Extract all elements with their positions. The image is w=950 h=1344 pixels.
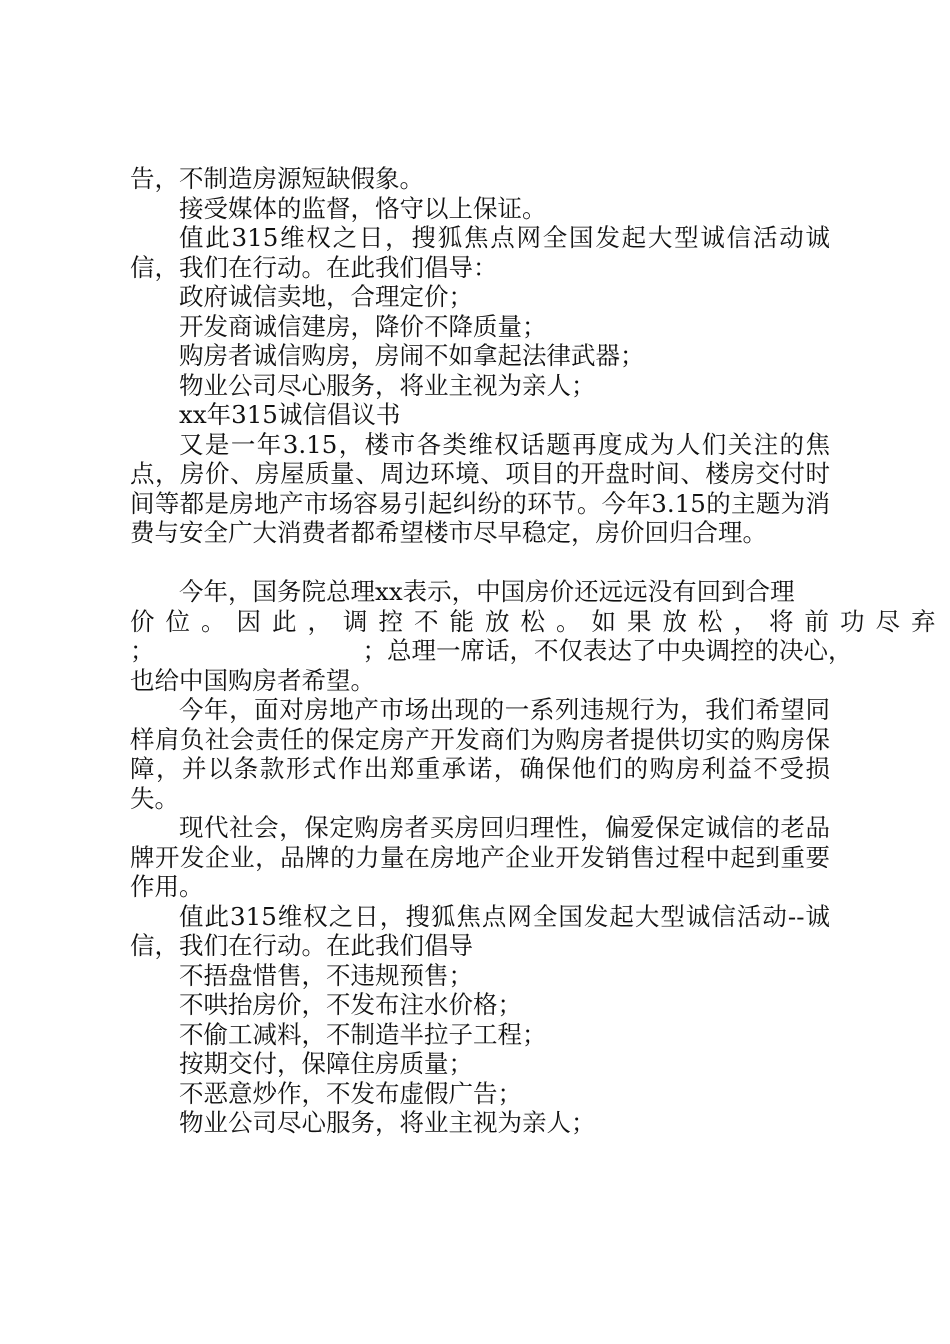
paragraph-15: 不偷工减料，不制造半拉子工程； (179, 1019, 547, 1049)
paragraph-9-semicolon: ； (130, 636, 155, 665)
paragraph-6: 购房者诚信购房，房闹不如拿起法律武器； (179, 341, 645, 370)
paragraph-18: 物业公司尽心服务，将业主视为亲人； (179, 1108, 596, 1137)
paragraph-5: 开发商诚信建房，降价不降质量； (179, 311, 547, 341)
paragraph-7: 物业公司尽心服务，将业主视为亲人； (179, 370, 596, 400)
paragraph-3: 值此315维权之日，搜狐焦点网全国发起大型诚信活动诚信，我们在行动。在此我们倡导： (130, 223, 830, 282)
paragraph-4: 政府诚信卖地，合理定价； (179, 282, 473, 311)
paragraph-gap (130, 548, 830, 578)
paragraph-14: 不哄抬房价，不发布注水价格； (179, 990, 522, 1019)
paragraph-9-line-1: 今年，国务院总理xx表示，中国房价还远远没有回到合理 (179, 577, 795, 606)
paragraph-8: 又是一年3.15，楼市各类维权话题再度成为人们关注的焦点，房价、房屋质量、周边环境、项目的开盘时间、楼房交付时间等都是房地产市场容易引起纠纷的环节。今年3.15的主题为消费与安全广大消费者都希望楼市尽早稳定，房价回归合理。 (130, 429, 830, 547)
paragraph-12: 值此315维权之日，搜狐焦点网全国发起大型诚信活动--诚信，我们在行动。在此我们倡导 (130, 901, 830, 960)
paragraph-1: 告，不制造房源短缺假象。 (130, 164, 424, 193)
paragraph-9-line-2: 价位。因此，调控不能放松。如果放松，将前功尽弃 (130, 606, 947, 636)
paragraph-2: 接受媒体的监督，恪守以上保证。 (179, 193, 547, 223)
paragraph-9-remark: ；总理一席话，不仅表达了中央调控的决心， (362, 636, 853, 665)
paragraph-13: 不捂盘惜售，不违规预售； (179, 960, 473, 990)
paragraph-17: 不恶意炒作，不发布虚假广告； (179, 1078, 522, 1108)
paragraph-9-line-3 (130, 636, 853, 666)
document-subtitle: xx年315诚信倡议书 (179, 400, 401, 429)
document-body (130, 164, 947, 1138)
paragraph-11: 现代社会，保定购房者买房回归理性，偏爱保定诚信的老品牌开发企业，品牌的力量在房地产企业开发销售过程中起到重要作用。 (130, 813, 830, 901)
paragraph-16: 按期交付，保障住房质量； (179, 1049, 473, 1078)
paragraph-10: 今年，面对房地产市场出现的一系列违规行为，我们希望同样肩负社会责任的保定房产开发商们为购房者提供切实的购房保障，并以条款形式作出郑重承诺，确保他们的购房利益不受损失。 (130, 695, 830, 813)
paragraph-9-line-4: 也给中国购房者希望。 (130, 665, 375, 695)
